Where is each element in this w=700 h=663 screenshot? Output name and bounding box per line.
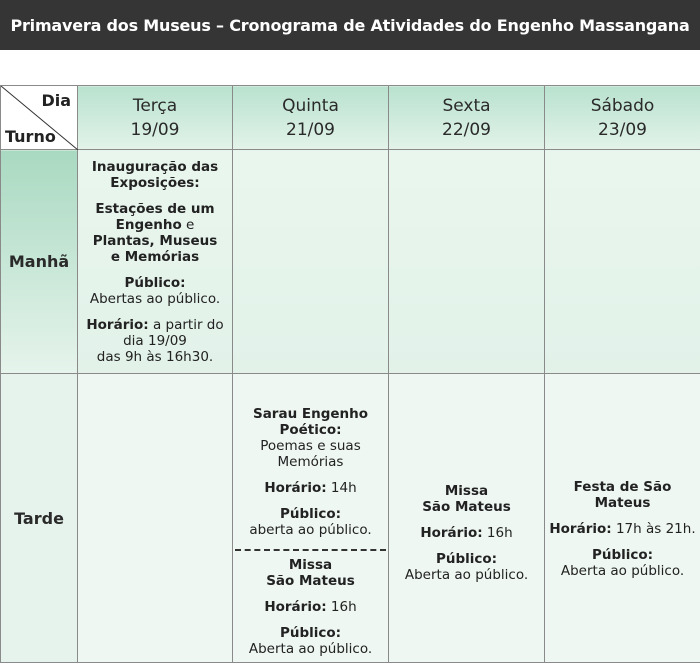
- horario-value: 14h: [326, 479, 357, 496]
- turno-label: Turno: [5, 127, 56, 146]
- event-title: Festa de São Mateus: [573, 479, 672, 511]
- event-title: Missa: [444, 483, 489, 499]
- event-text: e: [181, 216, 195, 233]
- publico-value: aberta ao público.: [249, 521, 372, 538]
- event-title: Missa: [288, 556, 333, 573]
- publico-label: Público:: [435, 551, 498, 567]
- day-header-terca: [78, 86, 233, 150]
- cell-quinta-manha: [233, 150, 389, 374]
- day-header-quinta: [233, 86, 389, 150]
- corner-cell: [1, 86, 78, 150]
- publico-label: Público:: [124, 274, 186, 291]
- shift-manha: Manhã: [1, 150, 78, 374]
- horario-value: das 9h às 16h30.: [96, 348, 214, 365]
- horario-value: a partir do: [148, 316, 224, 333]
- morning-row: [1, 150, 700, 374]
- publico-value: Aberta ao público.: [248, 640, 373, 657]
- horario-label: Horário:: [549, 521, 612, 537]
- horario-label: Horário:: [86, 316, 149, 333]
- event-title: Engenho: [115, 216, 182, 233]
- dia-label: Dia: [41, 91, 71, 110]
- publico-value: Aberta ao público.: [560, 563, 685, 579]
- shift-tarde: Tarde: [1, 374, 78, 663]
- event-title: Estações de um: [95, 200, 215, 217]
- afternoon-row: [1, 374, 700, 663]
- event-title: São Mateus: [422, 499, 511, 515]
- publico-label: Público:: [279, 624, 342, 641]
- day-header-sabado: [545, 86, 700, 150]
- day-header-sexta: [389, 86, 545, 150]
- horario-label: Horário:: [264, 598, 327, 615]
- horario-value: dia 19/09: [123, 332, 187, 349]
- cell-sexta-tarde: [389, 374, 545, 663]
- horario-value: 16h: [326, 598, 357, 615]
- horario-label: Horário:: [264, 479, 327, 496]
- cell-quinta-tarde: [233, 374, 389, 663]
- horario-label: Horário:: [420, 525, 483, 541]
- day-date: 23/09: [598, 119, 647, 140]
- horario-value: 17h às 21h.: [611, 521, 696, 537]
- day-name: Sábado: [590, 95, 655, 116]
- publico-label: Público:: [591, 547, 654, 563]
- horario-value: 16h: [482, 525, 513, 541]
- schedule-table: [0, 85, 700, 663]
- publico-value: Aberta ao público.: [404, 567, 529, 583]
- publico-value: Abertas ao público.: [89, 290, 221, 307]
- event-missa-quinta: [233, 551, 388, 662]
- day-date: 21/09: [286, 119, 335, 140]
- event-title: Plantas, Museus: [92, 232, 218, 249]
- event-title: São Mateus: [266, 572, 355, 589]
- event-title: Sarau Engenho: [252, 405, 369, 422]
- cell-sabado-manha: [545, 150, 700, 374]
- event-title: Exposições:: [110, 174, 200, 191]
- event-title: e Memórias: [110, 248, 200, 265]
- cell-terca-manha: [78, 150, 233, 374]
- event-sarau: [233, 374, 388, 549]
- day-name: Quinta: [282, 95, 339, 116]
- event-text: Poemas e suas: [260, 437, 361, 454]
- page-title: Primavera dos Museus – Cronograma de Atividades do Engenho Massangana: [0, 0, 700, 50]
- cell-sexta-manha: [389, 150, 545, 374]
- header-row: [1, 86, 700, 150]
- event-title: Poético:: [279, 421, 342, 438]
- day-date: 22/09: [442, 119, 491, 140]
- day-date: 19/09: [130, 119, 180, 140]
- event-text: Memórias: [277, 453, 344, 470]
- publico-label: Público:: [279, 505, 342, 522]
- day-name: Terça: [132, 95, 178, 116]
- cell-terca-tarde: [78, 374, 233, 663]
- day-name: Sexta: [442, 95, 491, 116]
- event-title: Inauguração das: [91, 158, 219, 175]
- cell-sabado-tarde: [545, 374, 700, 663]
